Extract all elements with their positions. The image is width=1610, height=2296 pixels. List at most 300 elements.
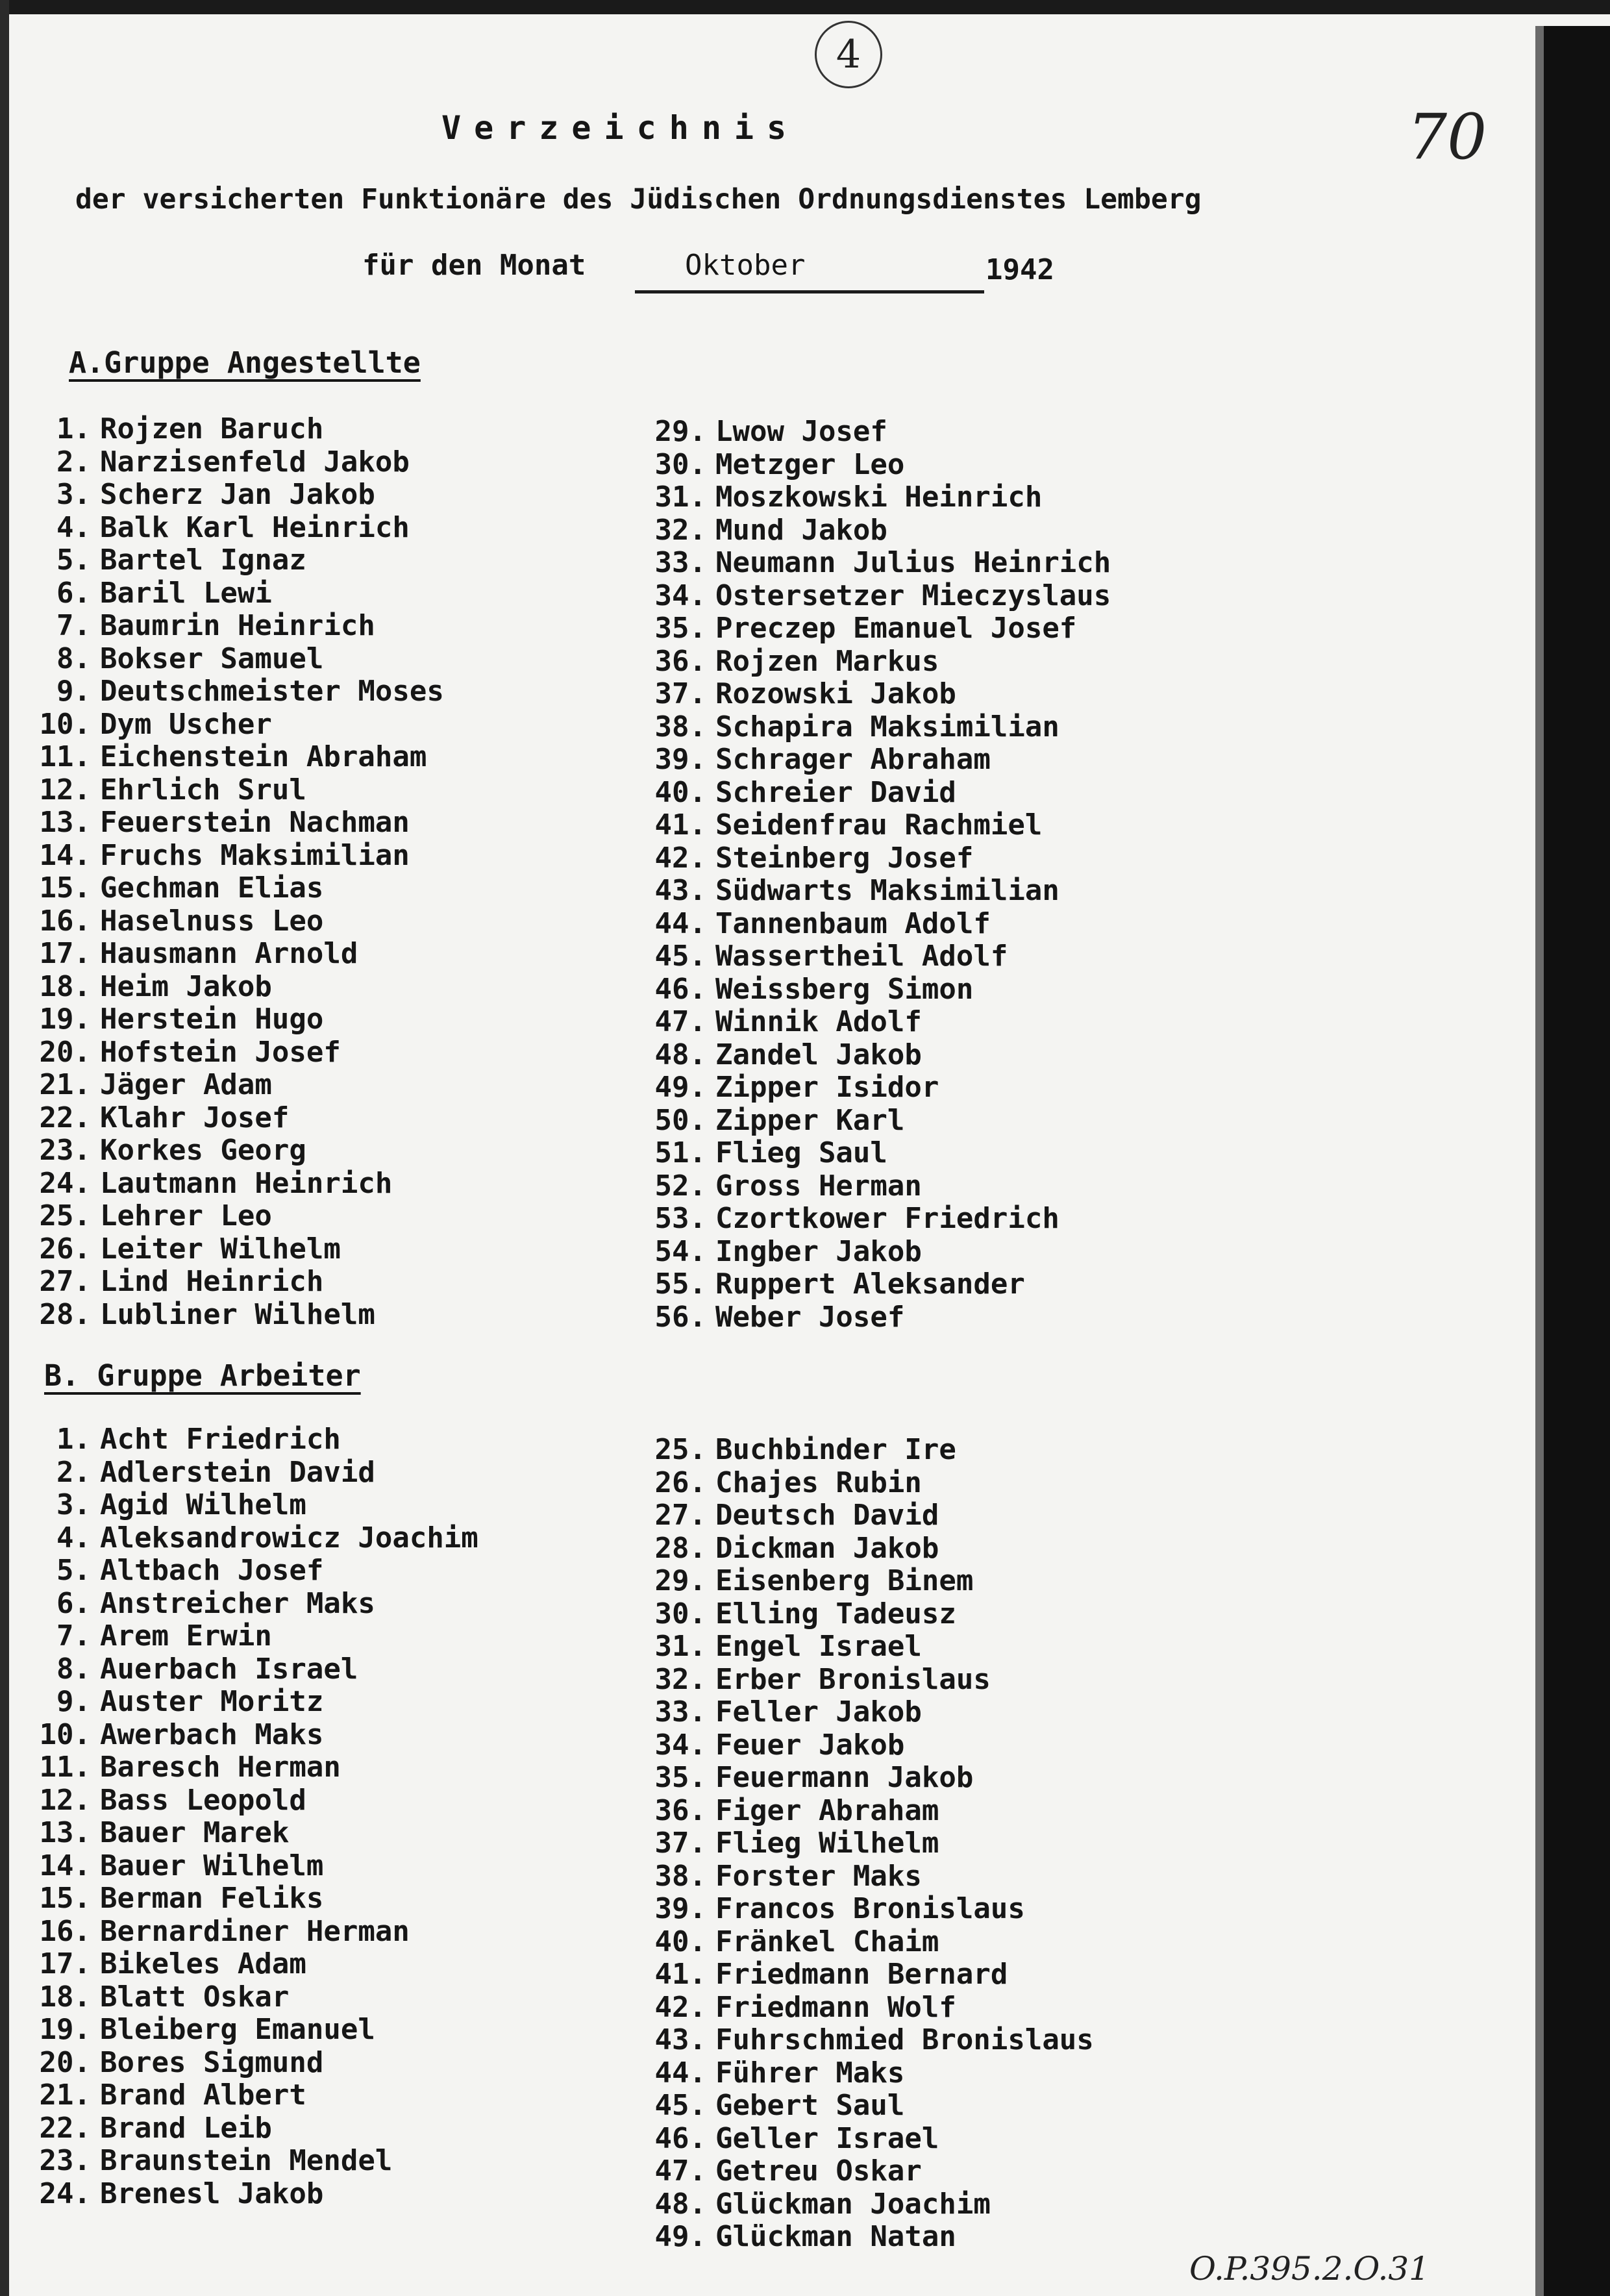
list-item [34,741,444,774]
list-item [649,1795,1094,1828]
item-name: Winnik Adolf [715,1005,922,1038]
list-item [34,544,444,577]
item-number: 5. [56,1554,91,1587]
list-item [649,1532,1094,1566]
item-name: Wassertheil Adolf [715,940,1008,973]
list-item [649,645,1111,679]
item-number: 39. [654,743,706,776]
item-name: Geller Israel [715,2121,939,2155]
item-number: 23. [39,1134,91,1167]
item-number: 17. [39,937,91,970]
item-name: Tannenbaum Adolf [715,906,991,940]
item-number: 49. [654,2220,706,2253]
item-number: 29. [654,1564,706,1597]
section-a-heading: A.Gruppe Angestellte [69,345,421,380]
item-name: Dym Uscher [100,707,272,741]
list-item [649,777,1111,810]
item-name: Narzisenfeld Jakob [100,445,410,479]
item-name: Czortkower Friedrich [715,1202,1059,1235]
list-item [649,547,1111,580]
item-number: 20. [39,1035,91,1069]
list-item [34,2145,478,2178]
list-item [34,905,444,938]
item-name: Hausmann Arnold [100,937,358,970]
list-item [34,1620,478,1653]
item-number: 36. [654,1793,706,1827]
month-label: für den Monat [362,249,586,282]
document-subtitle: der versicherten Funktionäre des Jüdischen Ordnungsdienstes Lemberg [75,183,1202,216]
list-item [649,2057,1094,2090]
item-name: Gebert Saul [715,2089,905,2122]
list-item [34,512,444,545]
list-item [649,1664,1094,1697]
item-number: 7. [56,609,91,642]
list-item [649,612,1111,645]
item-name: Rojzen Markus [715,644,939,678]
section-a-right-column [649,416,1111,1334]
item-name: Ehrlich Srul [100,773,306,806]
item-name: Zandel Jakob [715,1038,922,1071]
item-name: Agid Wilhelm [100,1488,306,1521]
item-number: 29. [654,415,706,448]
list-item [34,1423,478,1456]
list-item [34,2178,478,2211]
list-item [34,1233,444,1266]
item-number: 14. [39,838,91,872]
item-number: 13. [39,1816,91,1849]
item-name: Glückman Natan [715,2220,956,2253]
month-value: Oktober [685,249,806,282]
list-item [649,1301,1111,1334]
item-name: Eichenstein Abraham [100,740,427,773]
item-name: Eisenberg Binem [715,1564,974,1597]
item-number: 25. [654,1433,706,1466]
list-item [649,1598,1094,1631]
list-item [649,1893,1094,1926]
item-name: Getreu Oskar [715,2154,922,2188]
item-number: 27. [39,1265,91,1298]
list-item [649,809,1111,842]
list-item [34,1003,444,1036]
item-name: Brand Albert [100,2078,306,2112]
year: 1942 [985,253,1054,286]
item-name: Erber Bronislaus [715,1662,991,1696]
item-name: Brand Leib [100,2111,272,2145]
archive-mark: O.P.395.2.O.31 [1189,2250,1430,2288]
item-name: Moszkowski Heinrich [715,480,1043,514]
list-item [34,479,444,512]
item-number: 31. [654,1630,706,1663]
item-number: 7. [56,1619,91,1653]
item-name: Altbach Josef [100,1554,324,1587]
list-item [649,1268,1111,1301]
item-name: Fruchs Maksimilian [100,838,410,872]
list-item [34,2014,478,2047]
item-name: Bikeles Adam [100,1947,306,1980]
list-item [649,416,1111,449]
item-name: Baresch Herman [100,1751,341,1784]
list-item [649,743,1111,777]
list-item [34,774,444,807]
list-item [34,1817,478,1850]
item-number: 22. [39,2111,91,2145]
item-number: 6. [56,576,91,610]
list-item [34,577,444,610]
item-number: 49. [654,1071,706,1104]
list-item [649,908,1111,941]
list-item [34,1850,478,1883]
item-number: 37. [654,1827,706,1860]
list-item [649,973,1111,1006]
list-item [649,1499,1094,1532]
item-number: 25. [39,1199,91,1232]
list-item [34,643,444,676]
item-name: Lind Heinrich [100,1265,324,1298]
item-name: Hofstein Josef [100,1035,341,1069]
list-item [649,1860,1094,1893]
item-number: 10. [39,1717,91,1751]
item-name: Bass Leopold [100,1783,306,1817]
item-name: Figer Abraham [715,1793,939,1827]
item-number: 34. [654,1728,706,1762]
item-number: 42. [654,841,706,875]
list-item [649,1104,1111,1138]
item-name: Awerbach Maks [100,1717,324,1751]
item-name: Gross Herman [715,1169,922,1203]
item-number: 15. [39,1882,91,1915]
list-item [34,938,444,971]
item-number: 22. [39,1101,91,1134]
item-name: Forster Maks [715,1859,922,1893]
item-name: Zipper Karl [715,1103,905,1137]
list-item [34,840,444,873]
item-name: Auerbach Israel [100,1652,358,1686]
list-item [649,1729,1094,1762]
item-name: Schrager Abraham [715,743,991,776]
list-item [649,2221,1094,2254]
list-item [649,1006,1111,1039]
section-b-heading: B. Gruppe Arbeiter [44,1358,361,1393]
pencil-mark: 70 [1407,101,1487,173]
scan-right-edge [1544,26,1610,2296]
item-number: 35. [654,1761,706,1794]
list-item [34,1588,478,1621]
item-name: Feuerstein Nachman [100,806,410,839]
item-number: 38. [654,710,706,743]
item-number: 37. [654,677,706,710]
list-item [649,1137,1111,1170]
list-item [34,1200,444,1233]
item-number: 28. [39,1297,91,1331]
list-item [34,1522,478,1555]
item-name: Glückman Joachim [715,2187,991,2221]
item-number: 12. [39,1783,91,1817]
list-item [34,1653,478,1686]
section-b-right-column [649,1434,1094,2254]
list-item [34,1069,444,1102]
item-name: Baril Lewi [100,576,272,610]
list-item [649,1170,1111,1203]
item-number: 44. [654,2056,706,2090]
item-name: Bores Sigmund [100,2045,324,2079]
item-number: 41. [654,1958,706,1991]
item-name: Feuer Jakob [715,1728,905,1762]
item-number: 23. [39,2144,91,2177]
list-item [649,1039,1111,1072]
item-number: 14. [39,1849,91,1882]
list-item [34,872,444,905]
item-number: 26. [39,1232,91,1266]
item-number: 16. [39,904,91,938]
scan-right-shadow [1535,26,1544,2296]
list-item [34,1266,444,1299]
item-name: Führer Maks [715,2056,905,2090]
list-item [649,1467,1094,1500]
list-item [34,1134,444,1167]
list-item [34,446,444,479]
list-item [34,971,444,1004]
list-item [649,1991,1094,2025]
item-name: Bartel Ignaz [100,543,306,577]
item-number: 24. [39,1166,91,1200]
list-item [649,940,1111,973]
list-item [649,2155,1094,2188]
list-item [34,1456,478,1490]
list-item [34,1299,444,1332]
item-number: 2. [56,445,91,479]
item-number: 28. [654,1531,706,1565]
item-name: Deutschmeister Moses [100,675,444,708]
item-name: Fränkel Chaim [715,1925,939,1958]
list-item [649,711,1111,744]
item-name: Zipper Isidor [715,1071,939,1104]
item-number: 21. [39,2078,91,2112]
item-name: Südwarts Maksimilian [715,874,1059,907]
list-item [649,2090,1094,2123]
item-name: Baumrin Heinrich [100,609,375,642]
item-number: 46. [654,972,706,1006]
item-number: 3. [56,1488,91,1521]
list-item [649,1827,1094,1860]
item-name: Elling Tadeusz [715,1597,956,1630]
item-number: 48. [654,2187,706,2221]
item-name: Flieg Wilhelm [715,1827,939,1860]
list-item [649,875,1111,908]
list-item [649,2123,1094,2156]
item-name: Adlerstein David [100,1455,375,1489]
scan-left-edge [0,0,9,2296]
item-number: 45. [654,2089,706,2122]
list-item [34,1882,478,1915]
item-number: 36. [654,644,706,678]
item-name: Seidenfrau Rachmiel [715,808,1043,842]
document-title: Verzeichnis [441,109,800,147]
item-number: 34. [654,579,706,612]
item-number: 30. [654,1597,706,1630]
item-number: 35. [654,612,706,645]
item-name: Steinberg Josef [715,841,974,875]
item-name: Gechman Elias [100,871,324,905]
item-number: 40. [654,1925,706,1958]
item-name: Bauer Marek [100,1816,290,1849]
list-item [649,1565,1094,1598]
list-item [649,1203,1111,1236]
list-item [34,708,444,742]
month-underline [635,290,984,293]
item-name: Feuermann Jakob [715,1761,974,1794]
item-number: 53. [654,1202,706,1235]
list-item [34,610,444,643]
item-number: 13. [39,806,91,839]
list-item [649,481,1111,514]
item-number: 19. [39,2013,91,2046]
list-item [34,2079,478,2112]
list-item [649,1071,1111,1104]
item-name: Balk Karl Heinrich [100,510,410,544]
item-name: Chajes Rubin [715,1466,922,1499]
item-name: Leiter Wilhelm [100,1232,341,1266]
item-number: 10. [39,707,91,741]
item-number: 4. [56,510,91,544]
item-name: Braunstein Mendel [100,2144,393,2177]
item-name: Korkes Georg [100,1134,306,1167]
item-number: 9. [56,675,91,708]
item-number: 33. [654,546,706,579]
list-item [649,2188,1094,2221]
page-number: 4 [815,21,882,88]
item-name: Engel Israel [715,1630,922,1663]
item-number: 1. [56,1423,91,1456]
item-name: Weissberg Simon [715,972,974,1006]
item-name: Scherz Jan Jakob [100,478,375,511]
item-name: Rojzen Baruch [100,412,324,445]
list-item [34,806,444,840]
item-number: 6. [56,1586,91,1620]
item-number: 3. [56,478,91,511]
list-item [34,675,444,708]
item-number: 31. [654,480,706,514]
section-a-left-column [34,413,444,1331]
list-item [649,1434,1094,1467]
item-name: Aleksandrowicz Joachim [100,1521,478,1554]
item-name: Friedmann Bernard [715,1958,1008,1991]
item-name: Lwow Josef [715,415,887,448]
item-number: 11. [39,740,91,773]
list-item [34,1915,478,1949]
item-name: Lubliner Wilhelm [100,1297,375,1331]
list-item [649,1236,1111,1269]
item-number: 24. [39,2177,91,2210]
item-number: 8. [56,1652,91,1686]
item-number: 47. [654,2154,706,2188]
item-number: 5. [56,543,91,577]
item-name: Berman Feliks [100,1882,324,1915]
item-number: 51. [654,1136,706,1169]
list-item [649,678,1111,711]
item-name: Haselnuss Leo [100,904,324,938]
item-number: 1. [56,412,91,445]
list-item [34,1036,444,1069]
item-number: 47. [654,1005,706,1038]
item-name: Klahr Josef [100,1101,290,1134]
item-name: Anstreicher Maks [100,1586,375,1620]
item-number: 32. [654,1662,706,1696]
item-name: Buchbinder Ire [715,1433,956,1466]
list-item [649,1958,1094,1991]
list-item [34,413,444,446]
list-item [34,1167,444,1201]
item-name: Deutsch David [715,1499,939,1532]
item-name: Lehrer Leo [100,1199,272,1232]
item-number: 18. [39,1980,91,2014]
item-number: 27. [654,1499,706,1532]
list-item [649,1762,1094,1795]
item-number: 12. [39,773,91,806]
item-name: Brenesl Jakob [100,2177,324,2210]
list-item [34,1489,478,1522]
item-number: 15. [39,871,91,905]
item-name: Friedmann Wolf [715,1990,956,2024]
list-item [34,1784,478,1817]
item-number: 19. [39,1003,91,1036]
list-item [34,1686,478,1719]
item-name: Preczep Emanuel Josef [715,612,1077,645]
item-number: 56. [654,1300,706,1334]
item-number: 50. [654,1103,706,1137]
item-number: 55. [654,1267,706,1301]
list-item [34,1554,478,1588]
item-name: Bernardiner Herman [100,1914,410,1948]
list-item [649,1696,1094,1729]
item-name: Blatt Oskar [100,1980,290,2014]
item-number: 26. [654,1466,706,1499]
list-item [649,514,1111,547]
item-name: Bokser Samuel [100,642,324,675]
list-item [649,842,1111,875]
list-item [649,2024,1094,2057]
item-name: Schapira Maksimilian [715,710,1059,743]
item-name: Auster Moritz [100,1685,324,1718]
item-number: 2. [56,1455,91,1489]
section-b-left-column [34,1423,478,2210]
item-number: 46. [654,2121,706,2155]
item-name: Feller Jakob [715,1695,922,1728]
list-item [34,1719,478,1752]
item-number: 42. [654,1990,706,2024]
list-item [34,1751,478,1784]
item-number: 20. [39,2045,91,2079]
item-name: Weber Josef [715,1300,905,1334]
list-item [34,1981,478,2014]
item-number: 38. [654,1859,706,1893]
item-name: Rozowski Jakob [715,677,956,710]
item-number: 4. [56,1521,91,1554]
item-name: Lautmann Heinrich [100,1166,393,1200]
item-name: Herstein Hugo [100,1003,324,1036]
item-name: Bleiberg Emanuel [100,2013,375,2046]
item-number: 48. [654,1038,706,1071]
item-number: 16. [39,1914,91,1948]
item-name: Metzger Leo [715,447,905,481]
item-number: 52. [654,1169,706,1203]
item-name: Mund Jakob [715,513,887,547]
item-number: 32. [654,513,706,547]
item-number: 43. [654,2023,706,2056]
list-item [34,2112,478,2145]
item-number: 21. [39,1068,91,1101]
scan-top-edge [0,0,1610,14]
item-number: 41. [654,808,706,842]
